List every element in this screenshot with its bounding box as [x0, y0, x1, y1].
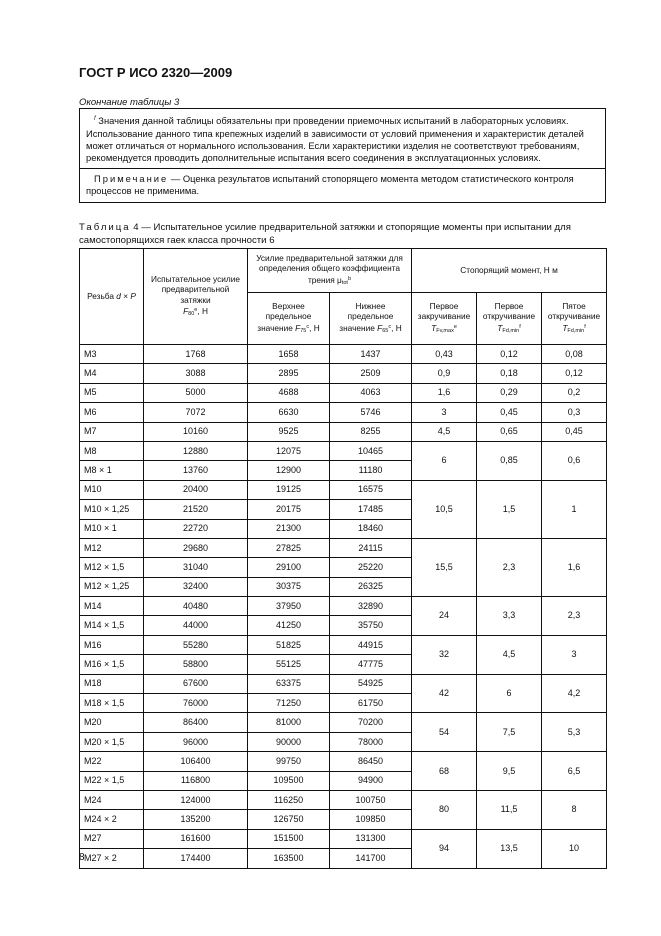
cell-thread: M6: [80, 403, 144, 422]
cell-fifth-off-torque: 10: [542, 829, 607, 868]
cell-lower-limit: 4063: [330, 383, 412, 402]
cell-fifth-off-torque: 6,5: [542, 752, 607, 791]
cell-proof-load: 67600: [144, 674, 248, 693]
cell-proof-load: 124000: [144, 790, 248, 809]
cell-first-off-torque: 11,5: [477, 790, 542, 829]
cell-fifth-off-torque: 5,3: [542, 713, 607, 752]
table-row: [80, 538, 607, 557]
cell-first-on-torque: 3: [412, 403, 477, 422]
cell-fifth-off-torque: 4,2: [542, 674, 607, 713]
header-proof-load: Испытательное усилие предварительной затяжки $F80^е$, Н: [144, 249, 248, 345]
cell-upper-limit: 4688: [248, 383, 330, 402]
document-header: ГОСТ Р ИСО 2320—2009: [79, 65, 233, 80]
cell-upper-limit: 12900: [248, 461, 330, 480]
cell-thread: M10 × 1,25: [80, 500, 144, 519]
header-thread: Резьба d × P: [80, 249, 144, 345]
footnote-text: Значения данной таблицы обязательны при проведении приемочных испытаний в лабораторных условиях. Использование данного типа крепежных изделий в зависимости от условий применения и характеристик деталей может отличаться от нормального использования. Если характеристики изделия не соответствуют требованиям, рекомендуется проводить дополнительные испытания всего соединения в эксплуатационных условиях.: [86, 115, 584, 164]
cell-first-on-torque: 15,5: [412, 538, 477, 596]
cell-thread: M22 × 1,5: [80, 771, 144, 790]
cell-first-off-torque: 0,65: [477, 422, 542, 441]
cell-fifth-off-torque: 0,2: [542, 383, 607, 402]
cell-fifth-off-torque: 3: [542, 635, 607, 674]
cell-thread: M27: [80, 829, 144, 848]
cell-lower-limit: 86450: [330, 752, 412, 771]
cell-lower-limit: 1437: [330, 345, 412, 364]
cell-lower-limit: 16575: [330, 480, 412, 499]
table-row: [80, 480, 607, 499]
cell-proof-load: 44000: [144, 616, 248, 635]
cell-fifth-off-torque: 0,6: [542, 441, 607, 480]
cell-thread: M12 × 1,5: [80, 558, 144, 577]
cell-first-off-torque: 0,12: [477, 345, 542, 364]
cell-lower-limit: 26325: [330, 577, 412, 596]
cell-proof-load: 1768: [144, 345, 248, 364]
cell-upper-limit: 12075: [248, 441, 330, 460]
cell-upper-limit: 2895: [248, 364, 330, 383]
cell-upper-limit: 29100: [248, 558, 330, 577]
cell-thread: M27 × 2: [80, 849, 144, 868]
cell-upper-limit: 126750: [248, 810, 330, 829]
table-row: [80, 364, 607, 383]
cell-upper-limit: 55125: [248, 655, 330, 674]
header-first-off: Первое откручивание $TFd,\min^f$: [477, 293, 542, 345]
header-first-on: Первое закручивание $TFv,\max^e$: [412, 293, 477, 345]
cell-first-on-torque: 0,9: [412, 364, 477, 383]
header-torque-group: Стопорящий момент, Н м: [412, 249, 607, 293]
cell-thread: M4: [80, 364, 144, 383]
cell-lower-limit: 47775: [330, 655, 412, 674]
cell-lower-limit: 8255: [330, 422, 412, 441]
cell-first-on-torque: 80: [412, 790, 477, 829]
table3-footnote-box: [79, 108, 606, 203]
cell-lower-limit: 61750: [330, 694, 412, 713]
cell-thread: M20: [80, 713, 144, 732]
cell-upper-limit: 151500: [248, 829, 330, 848]
cell-thread: M20 × 1,5: [80, 732, 144, 751]
cell-proof-load: 135200: [144, 810, 248, 829]
cell-lower-limit: 18460: [330, 519, 412, 538]
footnote-mark: f: [94, 116, 96, 122]
cell-first-off-torque: 6: [477, 674, 542, 713]
cell-upper-limit: 116250: [248, 790, 330, 809]
cell-proof-load: 29680: [144, 538, 248, 557]
table4-title-label: Таблица: [79, 222, 131, 233]
cell-upper-limit: 19125: [248, 480, 330, 499]
cell-lower-limit: 2509: [330, 364, 412, 383]
table3-note: [80, 169, 605, 202]
cell-first-off-torque: 0,45: [477, 403, 542, 422]
table-row: [80, 422, 607, 441]
cell-upper-limit: 9525: [248, 422, 330, 441]
cell-lower-limit: 32890: [330, 597, 412, 616]
table-row: [80, 345, 607, 364]
note-label: Примечание: [94, 172, 169, 184]
cell-proof-load: 161600: [144, 829, 248, 848]
header-clamp-load-group: Усилие предварительной затяжки для определения общего коэффициента трения μtot$^b$: [248, 249, 412, 293]
cell-first-off-torque: 0,85: [477, 441, 542, 480]
cell-proof-load: 96000: [144, 732, 248, 751]
cell-thread: M14 × 1,5: [80, 616, 144, 635]
cell-proof-load: 174400: [144, 849, 248, 868]
cell-upper-limit: 37950: [248, 597, 330, 616]
cell-proof-load: 10160: [144, 422, 248, 441]
cell-lower-limit: 100750: [330, 790, 412, 809]
cell-upper-limit: 20175: [248, 500, 330, 519]
cell-thread: M14: [80, 597, 144, 616]
cell-thread: M10 × 1: [80, 519, 144, 538]
cell-proof-load: 12880: [144, 441, 248, 460]
table3-footnote: [80, 109, 605, 169]
cell-upper-limit: 71250: [248, 694, 330, 713]
cell-proof-load: 40480: [144, 597, 248, 616]
cell-proof-load: 22720: [144, 519, 248, 538]
cell-thread: M8 × 1: [80, 461, 144, 480]
cell-upper-limit: 41250: [248, 616, 330, 635]
cell-lower-limit: 78000: [330, 732, 412, 751]
cell-lower-limit: 24115: [330, 538, 412, 557]
cell-first-off-torque: 0,18: [477, 364, 542, 383]
cell-fifth-off-torque: 0,45: [542, 422, 607, 441]
table4: [79, 248, 607, 869]
table-row: [80, 441, 607, 460]
cell-first-on-torque: 10,5: [412, 480, 477, 538]
cell-fifth-off-torque: 0,3: [542, 403, 607, 422]
table-row: [80, 403, 607, 422]
cell-upper-limit: 81000: [248, 713, 330, 732]
cell-lower-limit: 70200: [330, 713, 412, 732]
cell-thread: M18 × 1,5: [80, 694, 144, 713]
cell-proof-load: 106400: [144, 752, 248, 771]
cell-first-on-torque: 54: [412, 713, 477, 752]
cell-first-off-torque: 13,5: [477, 829, 542, 868]
cell-thread: M7: [80, 422, 144, 441]
cell-thread: M12 × 1,25: [80, 577, 144, 596]
table4-title: [79, 222, 606, 247]
cell-first-off-torque: 1,5: [477, 480, 542, 538]
cell-upper-limit: 27825: [248, 538, 330, 557]
cell-thread: M12: [80, 538, 144, 557]
cell-thread: M22: [80, 752, 144, 771]
table-row: [80, 635, 607, 654]
cell-proof-load: 116800: [144, 771, 248, 790]
cell-upper-limit: 30375: [248, 577, 330, 596]
cell-first-off-torque: 9,5: [477, 752, 542, 791]
table3-continuation-caption: Окончание таблицы 3: [79, 97, 180, 108]
page-number: 8: [79, 852, 85, 863]
cell-first-off-torque: 7,5: [477, 713, 542, 752]
cell-first-on-torque: 0,43: [412, 345, 477, 364]
cell-first-on-torque: 32: [412, 635, 477, 674]
cell-lower-limit: 44915: [330, 635, 412, 654]
cell-proof-load: 3088: [144, 364, 248, 383]
cell-lower-limit: 17485: [330, 500, 412, 519]
cell-thread: M18: [80, 674, 144, 693]
cell-lower-limit: 131300: [330, 829, 412, 848]
note-text: — Оценка результатов испытаний стопорящего момента методом статистического контроля процессов не применима.: [86, 172, 574, 197]
cell-lower-limit: 54925: [330, 674, 412, 693]
header-upper-limit: Верхнее предельное значение $F75^с$, Н: [248, 293, 330, 345]
table4-title-text: 4 — Испытательное усилие предварительной затяжки и стопорящие моменты при испытании для самостопорящихся гаек класса прочности 6: [79, 222, 571, 246]
cell-first-on-torque: 1,6: [412, 383, 477, 402]
cell-fifth-off-torque: 2,3: [542, 597, 607, 636]
cell-thread: M10: [80, 480, 144, 499]
cell-thread: M24 × 2: [80, 810, 144, 829]
table4-body: [80, 345, 607, 869]
cell-first-off-torque: 0,29: [477, 383, 542, 402]
cell-proof-load: 7072: [144, 403, 248, 422]
cell-lower-limit: 11180: [330, 461, 412, 480]
cell-upper-limit: 63375: [248, 674, 330, 693]
cell-proof-load: 55280: [144, 635, 248, 654]
table-row: [80, 674, 607, 693]
cell-lower-limit: 141700: [330, 849, 412, 868]
cell-fifth-off-torque: 1,6: [542, 538, 607, 596]
table-row: [80, 713, 607, 732]
cell-proof-load: 13760: [144, 461, 248, 480]
cell-thread: M8: [80, 441, 144, 460]
cell-lower-limit: 35750: [330, 616, 412, 635]
table-row: [80, 790, 607, 809]
cell-lower-limit: 5746: [330, 403, 412, 422]
cell-first-off-torque: 2,3: [477, 538, 542, 596]
cell-upper-limit: 109500: [248, 771, 330, 790]
cell-thread: M5: [80, 383, 144, 402]
cell-lower-limit: 10465: [330, 441, 412, 460]
cell-first-on-torque: 4,5: [412, 422, 477, 441]
cell-first-on-torque: 94: [412, 829, 477, 868]
cell-first-off-torque: 4,5: [477, 635, 542, 674]
cell-proof-load: 21520: [144, 500, 248, 519]
cell-upper-limit: 1658: [248, 345, 330, 364]
cell-upper-limit: 99750: [248, 752, 330, 771]
cell-lower-limit: 25220: [330, 558, 412, 577]
cell-lower-limit: 109850: [330, 810, 412, 829]
cell-proof-load: 32400: [144, 577, 248, 596]
cell-upper-limit: 21300: [248, 519, 330, 538]
cell-fifth-off-torque: 8: [542, 790, 607, 829]
cell-first-off-torque: 3,3: [477, 597, 542, 636]
cell-thread: M16: [80, 635, 144, 654]
cell-lower-limit: 94900: [330, 771, 412, 790]
table-row: [80, 383, 607, 402]
cell-fifth-off-torque: 1: [542, 480, 607, 538]
cell-thread: M16 × 1,5: [80, 655, 144, 674]
cell-upper-limit: 163500: [248, 849, 330, 868]
cell-fifth-off-torque: 0,08: [542, 345, 607, 364]
cell-proof-load: 86400: [144, 713, 248, 732]
table-row: [80, 752, 607, 771]
header-lower-limit: Нижнее предельное значение $F65^с$, Н: [330, 293, 412, 345]
cell-proof-load: 31040: [144, 558, 248, 577]
cell-upper-limit: 6630: [248, 403, 330, 422]
cell-first-on-torque: 42: [412, 674, 477, 713]
cell-proof-load: 20400: [144, 480, 248, 499]
cell-first-on-torque: 68: [412, 752, 477, 791]
cell-thread: M3: [80, 345, 144, 364]
cell-proof-load: 76000: [144, 694, 248, 713]
table-row: [80, 829, 607, 848]
cell-fifth-off-torque: 0,12: [542, 364, 607, 383]
cell-upper-limit: 90000: [248, 732, 330, 751]
cell-first-on-torque: 6: [412, 441, 477, 480]
cell-proof-load: 5000: [144, 383, 248, 402]
table-row: [80, 597, 607, 616]
header-fifth-off: Пятое откручивание $TFd,\min^f$: [542, 293, 607, 345]
cell-proof-load: 58800: [144, 655, 248, 674]
cell-thread: M24: [80, 790, 144, 809]
cell-first-on-torque: 24: [412, 597, 477, 636]
cell-upper-limit: 51825: [248, 635, 330, 654]
